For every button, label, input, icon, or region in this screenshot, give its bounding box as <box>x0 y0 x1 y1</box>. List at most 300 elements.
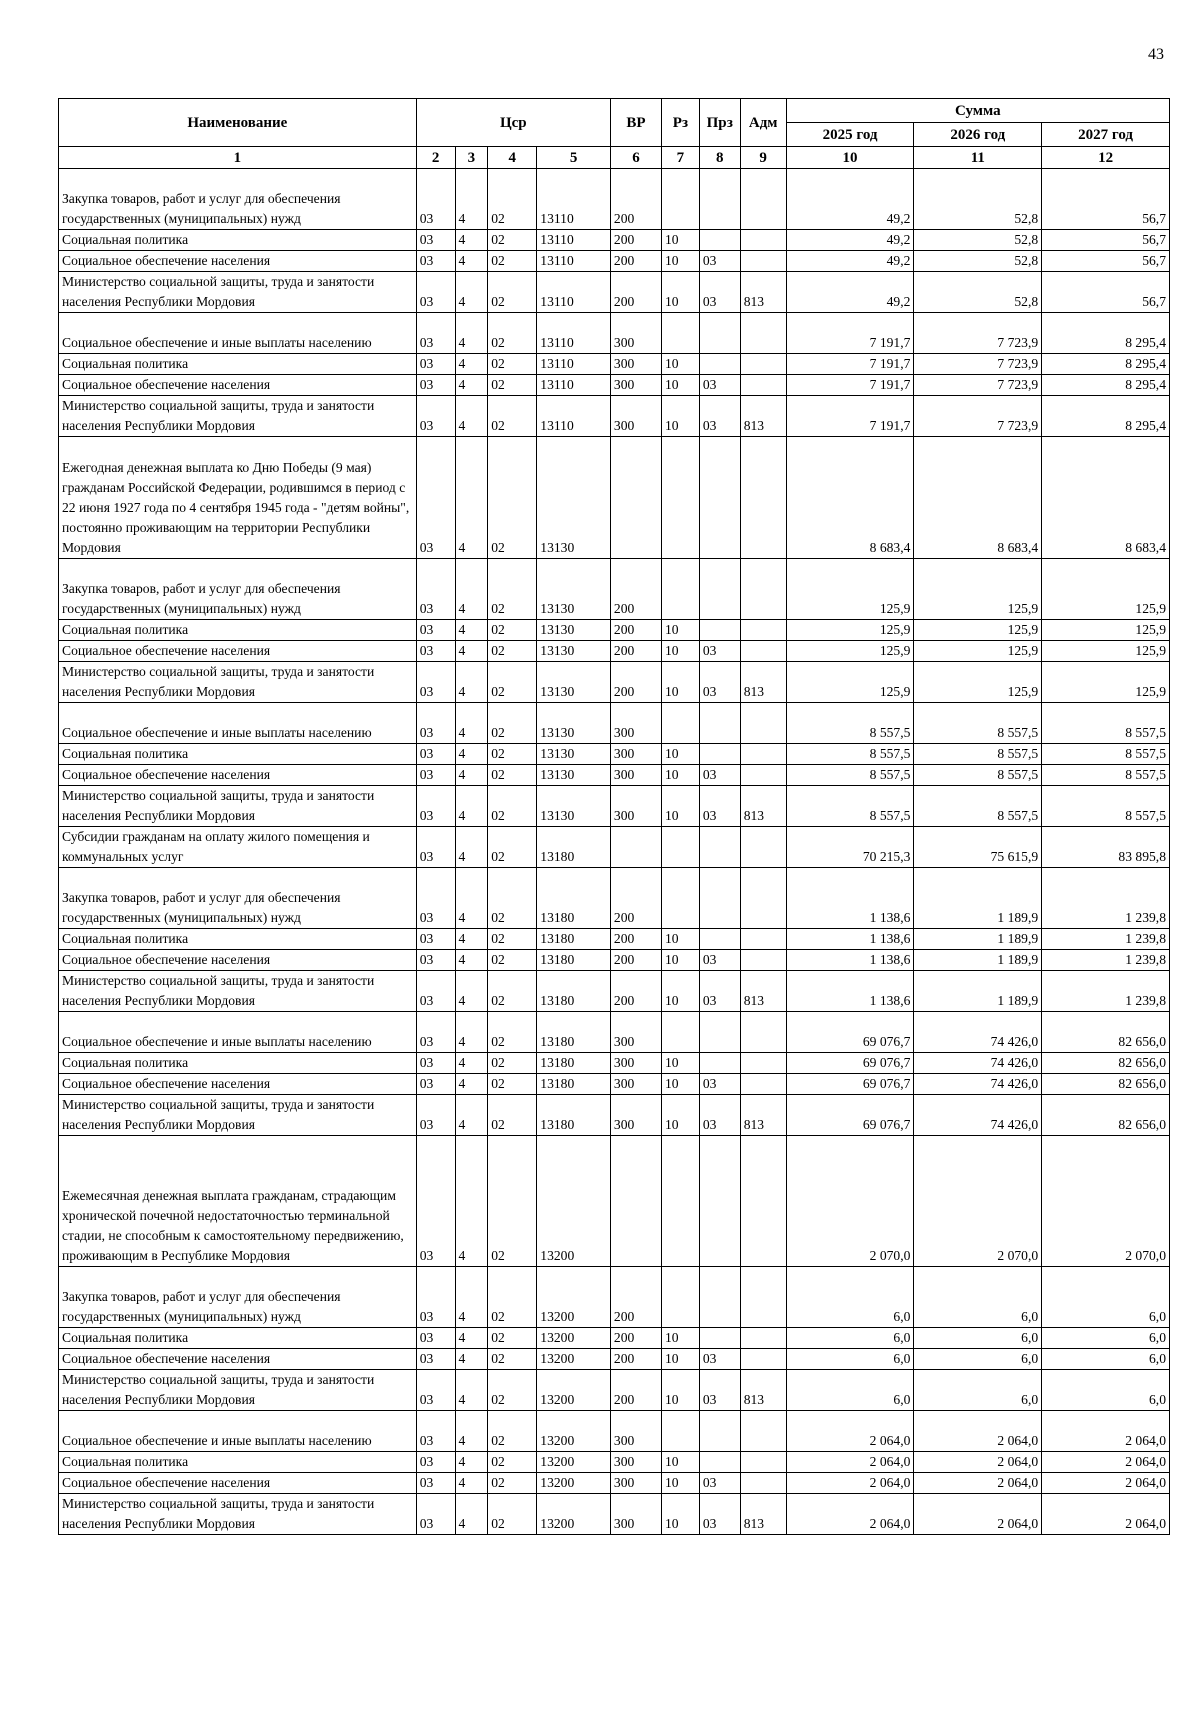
vr-cell: 300 <box>610 396 661 437</box>
csr-part-4: 13110 <box>537 169 611 230</box>
prz-cell <box>699 827 740 868</box>
vr-cell: 200 <box>610 1328 661 1349</box>
table-row <box>59 765 1170 786</box>
vr-cell: 300 <box>610 1074 661 1095</box>
csr-part-3: 02 <box>488 169 537 230</box>
vr-cell: 200 <box>610 868 661 929</box>
csr-part-2: 4 <box>455 868 488 929</box>
row-name: Министерство социальной защиты, труда и занятости населения Республики Мордовия <box>59 272 417 313</box>
rz-cell <box>662 703 700 744</box>
sum-2026: 1 189,9 <box>914 950 1042 971</box>
csr-part-1: 03 <box>416 1473 455 1494</box>
rz-cell: 10 <box>662 375 700 396</box>
csr-part-1: 03 <box>416 1012 455 1053</box>
table-row <box>59 971 1170 1012</box>
sum-2026: 2 064,0 <box>914 1473 1042 1494</box>
csr-part-2: 4 <box>455 375 488 396</box>
sum-2026: 8 557,5 <box>914 703 1042 744</box>
sum-2027: 8 295,4 <box>1042 354 1170 375</box>
sum-2027: 56,7 <box>1042 251 1170 272</box>
csr-part-2: 4 <box>455 827 488 868</box>
csr-part-4: 13110 <box>537 251 611 272</box>
column-number: 4 <box>488 147 537 169</box>
header-year-2027: 2027 год <box>1042 123 1170 147</box>
table-row <box>59 744 1170 765</box>
table-row <box>59 641 1170 662</box>
sum-2025: 2 064,0 <box>786 1411 914 1452</box>
row-name: Закупка товаров, работ и услуг для обеспечения государственных (муниципальных) нужд <box>59 559 417 620</box>
adm-cell <box>740 437 786 559</box>
table-row <box>59 396 1170 437</box>
vr-cell: 200 <box>610 662 661 703</box>
row-name: Социальное обеспечение и иные выплаты населению <box>59 1411 417 1452</box>
csr-part-2: 4 <box>455 437 488 559</box>
rz-cell: 10 <box>662 620 700 641</box>
csr-part-3: 02 <box>488 703 537 744</box>
csr-part-4: 13200 <box>537 1136 611 1267</box>
csr-part-2: 4 <box>455 662 488 703</box>
sum-2025: 125,9 <box>786 641 914 662</box>
row-name: Социальная политика <box>59 230 417 251</box>
adm-cell <box>740 1349 786 1370</box>
csr-part-3: 02 <box>488 251 537 272</box>
header-name: Наименование <box>59 99 417 147</box>
csr-part-1: 03 <box>416 375 455 396</box>
prz-cell: 03 <box>699 950 740 971</box>
table-row <box>59 868 1170 929</box>
table-row <box>59 375 1170 396</box>
row-name: Ежемесячная денежная выплата гражданам, страдающим хронической почечной недостаточностью терминальной стадии, не способным к самостоятельному передвижению, проживающим в Республике Мордовия <box>59 1136 417 1267</box>
rz-cell <box>662 437 700 559</box>
row-name: Социальное обеспечение населения <box>59 950 417 971</box>
rz-cell <box>662 827 700 868</box>
rz-cell <box>662 1012 700 1053</box>
adm-cell <box>740 1328 786 1349</box>
rz-cell: 10 <box>662 1349 700 1370</box>
sum-2027: 2 064,0 <box>1042 1411 1170 1452</box>
column-number: 5 <box>537 147 611 169</box>
prz-cell: 03 <box>699 1473 740 1494</box>
csr-part-4: 13200 <box>537 1452 611 1473</box>
sum-2027: 82 656,0 <box>1042 1074 1170 1095</box>
rz-cell: 10 <box>662 744 700 765</box>
sum-2027: 2 070,0 <box>1042 1136 1170 1267</box>
prz-cell <box>699 1452 740 1473</box>
csr-part-1: 03 <box>416 1267 455 1328</box>
csr-part-4: 13110 <box>537 272 611 313</box>
column-number: 9 <box>740 147 786 169</box>
sum-2027: 8 295,4 <box>1042 375 1170 396</box>
vr-cell: 200 <box>610 620 661 641</box>
sum-2025: 2 064,0 <box>786 1473 914 1494</box>
prz-cell <box>699 1267 740 1328</box>
row-name: Социальная политика <box>59 620 417 641</box>
sum-2025: 7 191,7 <box>786 396 914 437</box>
adm-cell: 813 <box>740 396 786 437</box>
csr-part-2: 4 <box>455 620 488 641</box>
table-row <box>59 1095 1170 1136</box>
sum-2027: 8 683,4 <box>1042 437 1170 559</box>
sum-2026: 8 557,5 <box>914 786 1042 827</box>
adm-cell <box>740 765 786 786</box>
adm-cell <box>740 251 786 272</box>
page-number: 43 <box>1148 46 1164 63</box>
sum-2026: 125,9 <box>914 620 1042 641</box>
adm-cell <box>740 230 786 251</box>
table-row <box>59 251 1170 272</box>
prz-cell <box>699 559 740 620</box>
csr-part-3: 02 <box>488 1267 537 1328</box>
sum-2027: 125,9 <box>1042 620 1170 641</box>
rz-cell: 10 <box>662 272 700 313</box>
csr-part-1: 03 <box>416 1074 455 1095</box>
prz-cell: 03 <box>699 1370 740 1411</box>
sum-2027: 1 239,8 <box>1042 929 1170 950</box>
vr-cell: 300 <box>610 354 661 375</box>
column-number: 8 <box>699 147 740 169</box>
rz-cell: 10 <box>662 786 700 827</box>
csr-part-4: 13110 <box>537 230 611 251</box>
sum-2025: 8 557,5 <box>786 786 914 827</box>
vr-cell: 300 <box>610 1053 661 1074</box>
csr-part-2: 4 <box>455 1095 488 1136</box>
csr-part-1: 03 <box>416 620 455 641</box>
csr-part-3: 02 <box>488 1053 537 1074</box>
row-name: Социальное обеспечение населения <box>59 641 417 662</box>
sum-2026: 74 426,0 <box>914 1012 1042 1053</box>
sum-2025: 69 076,7 <box>786 1095 914 1136</box>
adm-cell <box>740 1452 786 1473</box>
rz-cell: 10 <box>662 251 700 272</box>
sum-2027: 83 895,8 <box>1042 827 1170 868</box>
table-row <box>59 313 1170 354</box>
sum-2027: 82 656,0 <box>1042 1053 1170 1074</box>
rz-cell: 10 <box>662 765 700 786</box>
adm-cell <box>740 1473 786 1494</box>
csr-part-1: 03 <box>416 437 455 559</box>
prz-cell: 03 <box>699 1095 740 1136</box>
prz-cell: 03 <box>699 1074 740 1095</box>
prz-cell: 03 <box>699 375 740 396</box>
row-name: Закупка товаров, работ и услуг для обеспечения государственных (муниципальных) нужд <box>59 169 417 230</box>
table-row <box>59 1370 1170 1411</box>
sum-2026: 125,9 <box>914 559 1042 620</box>
row-name: Социальная политика <box>59 744 417 765</box>
row-name: Социальное обеспечение населения <box>59 1349 417 1370</box>
csr-part-1: 03 <box>416 1452 455 1473</box>
prz-cell <box>699 1012 740 1053</box>
vr-cell: 200 <box>610 950 661 971</box>
csr-part-4: 13130 <box>537 559 611 620</box>
sum-2026: 6,0 <box>914 1328 1042 1349</box>
vr-cell: 200 <box>610 929 661 950</box>
rz-cell: 10 <box>662 1370 700 1411</box>
sum-2027: 6,0 <box>1042 1328 1170 1349</box>
vr-cell: 200 <box>610 169 661 230</box>
column-numbers-row <box>59 147 1170 169</box>
csr-part-1: 03 <box>416 929 455 950</box>
sum-2025: 49,2 <box>786 169 914 230</box>
csr-part-2: 4 <box>455 1053 488 1074</box>
adm-cell <box>740 929 786 950</box>
rz-cell <box>662 169 700 230</box>
csr-part-2: 4 <box>455 1370 488 1411</box>
prz-cell: 03 <box>699 272 740 313</box>
adm-cell <box>740 950 786 971</box>
csr-part-1: 03 <box>416 641 455 662</box>
header-sum: Сумма <box>786 99 1169 123</box>
table-row <box>59 559 1170 620</box>
adm-cell <box>740 703 786 744</box>
csr-part-2: 4 <box>455 1267 488 1328</box>
csr-part-3: 02 <box>488 230 537 251</box>
sum-2027: 6,0 <box>1042 1267 1170 1328</box>
rz-cell <box>662 868 700 929</box>
sum-2025: 70 215,3 <box>786 827 914 868</box>
table-row <box>59 230 1170 251</box>
prz-cell <box>699 1136 740 1267</box>
sum-2027: 82 656,0 <box>1042 1095 1170 1136</box>
sum-2025: 2 064,0 <box>786 1494 914 1535</box>
sum-2027: 8 557,5 <box>1042 786 1170 827</box>
column-number: 11 <box>914 147 1042 169</box>
sum-2026: 1 189,9 <box>914 971 1042 1012</box>
csr-part-4: 13180 <box>537 929 611 950</box>
rz-cell: 10 <box>662 396 700 437</box>
prz-cell: 03 <box>699 971 740 1012</box>
sum-2025: 6,0 <box>786 1370 914 1411</box>
csr-part-4: 13200 <box>537 1494 611 1535</box>
table-row <box>59 620 1170 641</box>
csr-part-3: 02 <box>488 1136 537 1267</box>
sum-2025: 69 076,7 <box>786 1074 914 1095</box>
column-number: 10 <box>786 147 914 169</box>
vr-cell: 300 <box>610 703 661 744</box>
csr-part-2: 4 <box>455 744 488 765</box>
table-row <box>59 1012 1170 1053</box>
table-row <box>59 1452 1170 1473</box>
sum-2025: 8 557,5 <box>786 744 914 765</box>
sum-2025: 2 070,0 <box>786 1136 914 1267</box>
csr-part-1: 03 <box>416 971 455 1012</box>
rz-cell: 10 <box>662 1473 700 1494</box>
prz-cell <box>699 354 740 375</box>
vr-cell: 200 <box>610 251 661 272</box>
csr-part-4: 13180 <box>537 827 611 868</box>
csr-part-4: 13130 <box>537 620 611 641</box>
prz-cell <box>699 620 740 641</box>
csr-part-1: 03 <box>416 703 455 744</box>
vr-cell: 200 <box>610 1370 661 1411</box>
sum-2025: 49,2 <box>786 272 914 313</box>
table-row <box>59 827 1170 868</box>
row-name: Социальное обеспечение и иные выплаты населению <box>59 703 417 744</box>
table-row <box>59 1494 1170 1535</box>
vr-cell: 200 <box>610 1267 661 1328</box>
csr-part-3: 02 <box>488 1074 537 1095</box>
adm-cell: 813 <box>740 971 786 1012</box>
csr-part-2: 4 <box>455 1012 488 1053</box>
adm-cell: 813 <box>740 662 786 703</box>
vr-cell: 300 <box>610 765 661 786</box>
sum-2026: 52,8 <box>914 230 1042 251</box>
sum-2027: 6,0 <box>1042 1349 1170 1370</box>
sum-2025: 8 557,5 <box>786 703 914 744</box>
csr-part-3: 02 <box>488 868 537 929</box>
sum-2027: 8 557,5 <box>1042 765 1170 786</box>
csr-part-4: 13180 <box>537 868 611 929</box>
prz-cell: 03 <box>699 662 740 703</box>
header-adm: Адм <box>740 99 786 147</box>
header-year-2026: 2026 год <box>914 123 1042 147</box>
prz-cell <box>699 1328 740 1349</box>
sum-2025: 2 064,0 <box>786 1452 914 1473</box>
column-number: 12 <box>1042 147 1170 169</box>
prz-cell <box>699 744 740 765</box>
sum-2026: 52,8 <box>914 251 1042 272</box>
sum-2026: 125,9 <box>914 662 1042 703</box>
sum-2026: 8 683,4 <box>914 437 1042 559</box>
sum-2027: 56,7 <box>1042 169 1170 230</box>
prz-cell: 03 <box>699 396 740 437</box>
adm-cell: 813 <box>740 786 786 827</box>
row-name: Социальное обеспечение и иные выплаты населению <box>59 1012 417 1053</box>
table-row <box>59 1349 1170 1370</box>
vr-cell: 200 <box>610 230 661 251</box>
csr-part-4: 13180 <box>537 971 611 1012</box>
csr-part-1: 03 <box>416 251 455 272</box>
prz-cell <box>699 1411 740 1452</box>
prz-cell <box>699 868 740 929</box>
csr-part-4: 13180 <box>537 950 611 971</box>
csr-part-3: 02 <box>488 929 537 950</box>
csr-part-3: 02 <box>488 827 537 868</box>
csr-part-4: 13110 <box>537 313 611 354</box>
csr-part-3: 02 <box>488 354 537 375</box>
row-name: Министерство социальной защиты, труда и занятости населения Республики Мордовия <box>59 396 417 437</box>
csr-part-3: 02 <box>488 1349 537 1370</box>
sum-2026: 8 557,5 <box>914 744 1042 765</box>
csr-part-2: 4 <box>455 786 488 827</box>
csr-part-4: 13200 <box>537 1411 611 1452</box>
prz-cell: 03 <box>699 641 740 662</box>
csr-part-3: 02 <box>488 620 537 641</box>
csr-part-2: 4 <box>455 354 488 375</box>
csr-part-1: 03 <box>416 1349 455 1370</box>
sum-2027: 8 557,5 <box>1042 703 1170 744</box>
sum-2025: 1 138,6 <box>786 929 914 950</box>
vr-cell: 300 <box>610 1411 661 1452</box>
sum-2026: 74 426,0 <box>914 1053 1042 1074</box>
csr-part-3: 02 <box>488 272 537 313</box>
table-row <box>59 169 1170 230</box>
csr-part-3: 02 <box>488 559 537 620</box>
adm-cell <box>740 1012 786 1053</box>
sum-2025: 69 076,7 <box>786 1053 914 1074</box>
prz-cell <box>699 437 740 559</box>
csr-part-1: 03 <box>416 169 455 230</box>
vr-cell: 200 <box>610 971 661 1012</box>
sum-2027: 56,7 <box>1042 272 1170 313</box>
csr-part-4: 13180 <box>537 1095 611 1136</box>
csr-part-1: 03 <box>416 1053 455 1074</box>
vr-cell: 200 <box>610 272 661 313</box>
prz-cell <box>699 1053 740 1074</box>
csr-part-1: 03 <box>416 396 455 437</box>
row-name: Социальная политика <box>59 1328 417 1349</box>
table-row <box>59 662 1170 703</box>
adm-cell <box>740 827 786 868</box>
rz-cell: 10 <box>662 1494 700 1535</box>
rz-cell: 10 <box>662 354 700 375</box>
sum-2025: 1 138,6 <box>786 950 914 971</box>
adm-cell <box>740 1411 786 1452</box>
vr-cell: 300 <box>610 744 661 765</box>
csr-part-1: 03 <box>416 559 455 620</box>
csr-part-4: 13130 <box>537 765 611 786</box>
csr-part-4: 13130 <box>537 662 611 703</box>
sum-2027: 125,9 <box>1042 559 1170 620</box>
csr-part-1: 03 <box>416 313 455 354</box>
prz-cell <box>699 703 740 744</box>
rz-cell <box>662 1411 700 1452</box>
adm-cell <box>740 375 786 396</box>
row-name: Социальное обеспечение и иные выплаты населению <box>59 313 417 354</box>
csr-part-1: 03 <box>416 786 455 827</box>
sum-2027: 2 064,0 <box>1042 1473 1170 1494</box>
table-row <box>59 1136 1170 1267</box>
row-name: Социальное обеспечение населения <box>59 1074 417 1095</box>
csr-part-1: 03 <box>416 1328 455 1349</box>
sum-2027: 1 239,8 <box>1042 950 1170 971</box>
vr-cell: 300 <box>610 1473 661 1494</box>
csr-part-3: 02 <box>488 396 537 437</box>
table-row <box>59 354 1170 375</box>
rz-cell <box>662 313 700 354</box>
adm-cell: 813 <box>740 1370 786 1411</box>
table-row <box>59 929 1170 950</box>
table-row <box>59 950 1170 971</box>
sum-2026: 74 426,0 <box>914 1074 1042 1095</box>
prz-cell: 03 <box>699 251 740 272</box>
csr-part-3: 02 <box>488 971 537 1012</box>
table-row <box>59 703 1170 744</box>
rz-cell: 10 <box>662 1328 700 1349</box>
prz-cell <box>699 230 740 251</box>
column-number: 3 <box>455 147 488 169</box>
row-name: Ежегодная денежная выплата ко Дню Победы (9 мая) гражданам Российской Федерации, родившимся в период с 22 июня 1927 года по 4 сентября 1945 года - "детям войны", постоянно проживающим на территории Республики Мордовия <box>59 437 417 559</box>
prz-cell: 03 <box>699 1349 740 1370</box>
sum-2026: 6,0 <box>914 1267 1042 1328</box>
column-number: 2 <box>416 147 455 169</box>
row-name: Субсидии гражданам на оплату жилого помещения и коммунальных услуг <box>59 827 417 868</box>
sum-2025: 49,2 <box>786 230 914 251</box>
csr-part-1: 03 <box>416 1494 455 1535</box>
column-number: 7 <box>662 147 700 169</box>
sum-2027: 1 239,8 <box>1042 868 1170 929</box>
csr-part-1: 03 <box>416 765 455 786</box>
column-number: 1 <box>59 147 417 169</box>
row-name: Социальное обеспечение населения <box>59 1473 417 1494</box>
vr-cell: 300 <box>610 1494 661 1535</box>
table-row <box>59 437 1170 559</box>
csr-part-2: 4 <box>455 929 488 950</box>
table-row <box>59 1473 1170 1494</box>
sum-2025: 125,9 <box>786 662 914 703</box>
csr-part-4: 13200 <box>537 1328 611 1349</box>
table-row <box>59 1411 1170 1452</box>
sum-2027: 2 064,0 <box>1042 1452 1170 1473</box>
